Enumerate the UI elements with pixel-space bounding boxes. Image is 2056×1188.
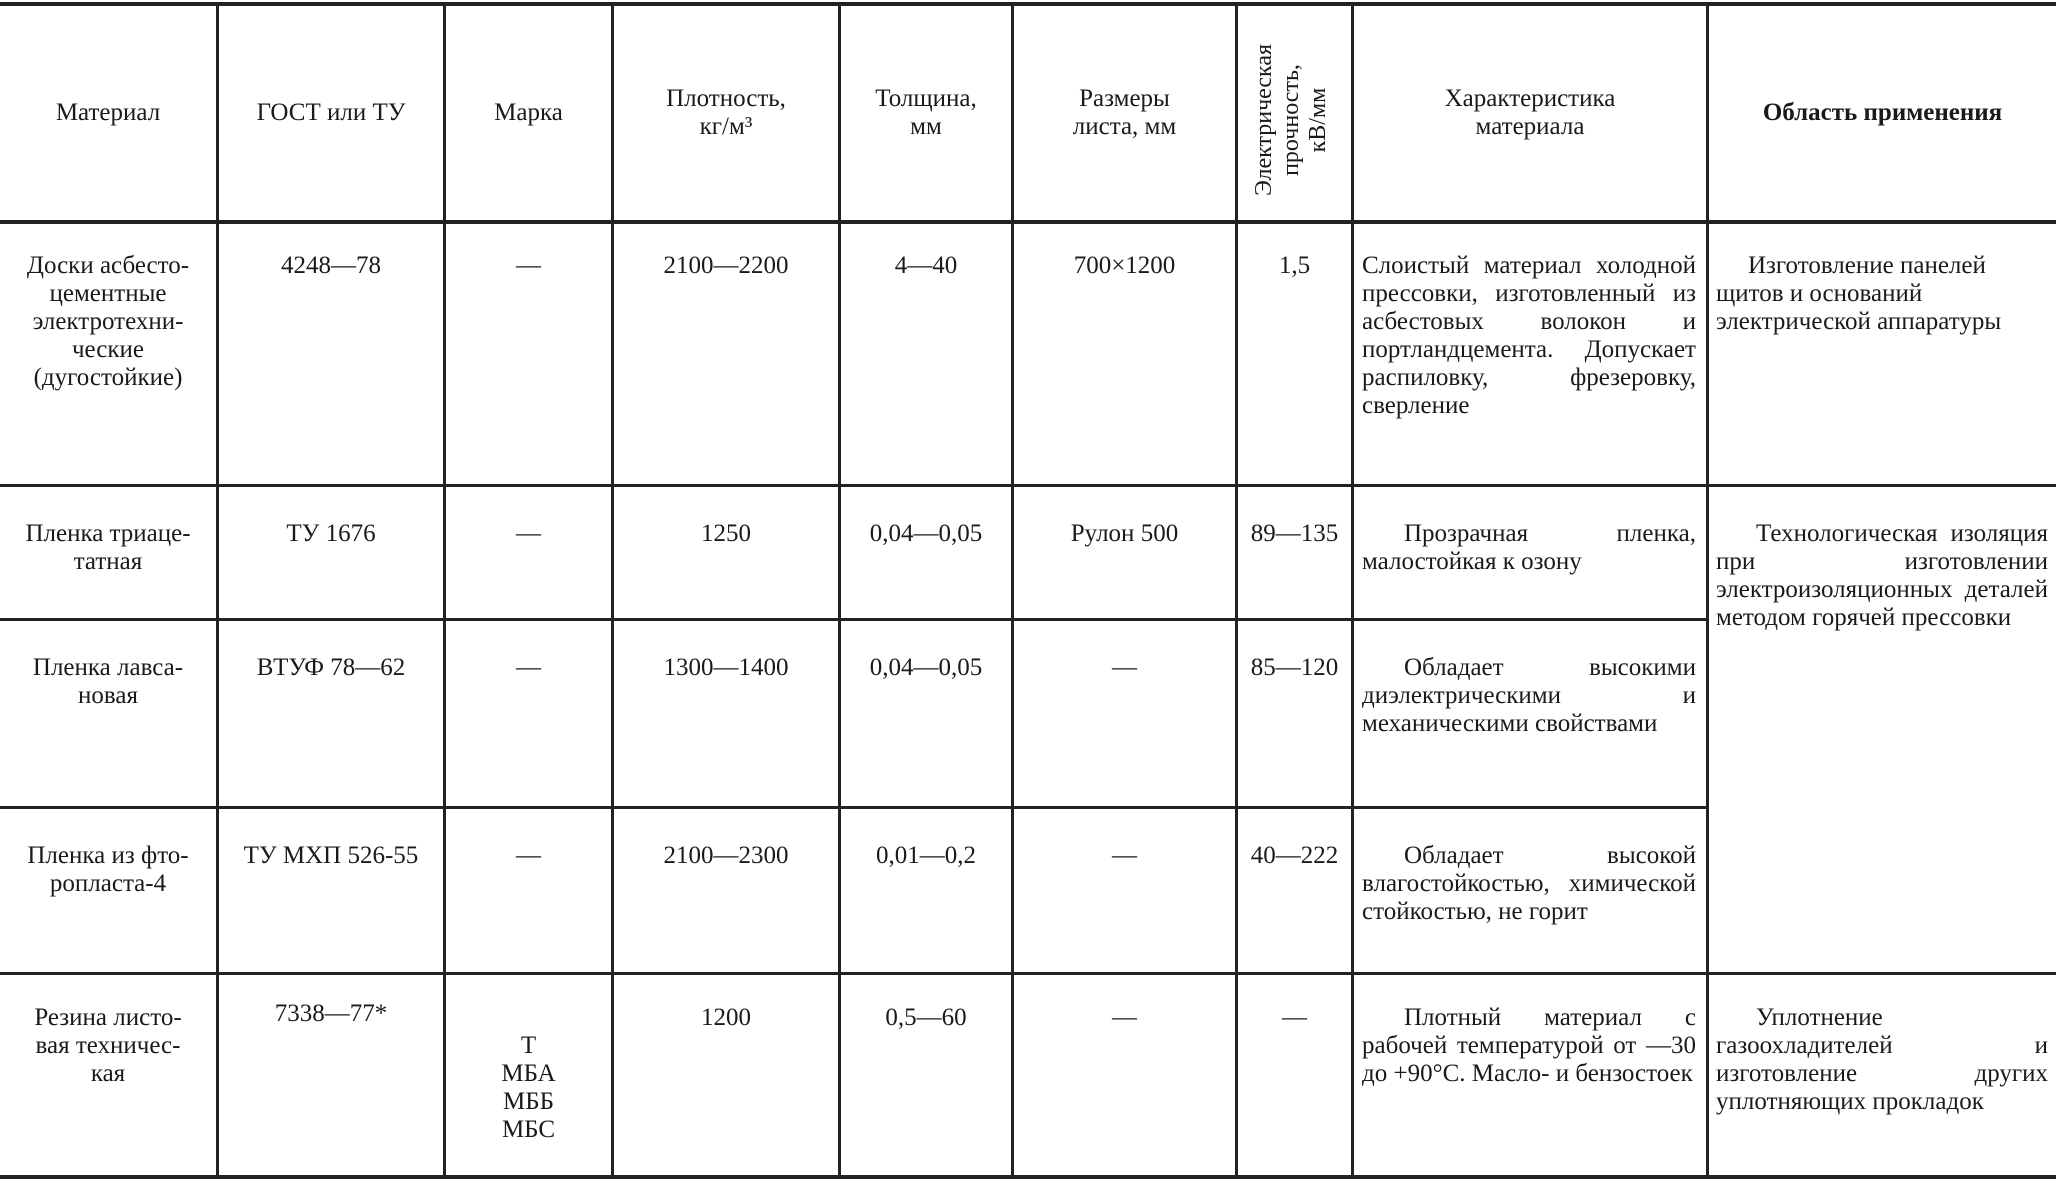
rule-header-bottom <box>0 220 2056 224</box>
row-4-material: Пленка из фто- ропласта-4 <box>27 842 189 897</box>
header-density: Плотность, кг/м³ <box>666 85 786 140</box>
row-5-strength: — <box>1282 1004 1307 1031</box>
row-5-density: 1200 <box>701 1004 751 1031</box>
row-2-standard: ТУ 1676 <box>286 520 376 547</box>
row-1-thickness: 4—40 <box>894 252 958 279</box>
row-1-standard: 4248—78 <box>281 252 381 279</box>
row-1-density: 2100—2200 <box>663 252 789 279</box>
header-grade: Марка <box>494 99 563 126</box>
rule-row-3 <box>0 806 1706 809</box>
row-1-strength: 1,5 <box>1278 252 1311 279</box>
row-5-application: Уплотнение газоохладителей и изготовление других уплотняющих прокладок <box>1716 1004 2048 1115</box>
row-4-grade: — <box>516 842 541 869</box>
row-4-standard: ТУ МХП 526-55 <box>243 842 419 869</box>
header-thickness: Толщина, мм <box>875 85 977 140</box>
row-2-sheet-size: Рулон 500 <box>1070 520 1179 547</box>
row-3-strength: 85—120 <box>1250 654 1339 681</box>
row-3-standard: ВТУФ 78—62 <box>256 654 406 681</box>
rule-bottom <box>0 1175 2056 1179</box>
header-standard: ГОСТ или ТУ <box>256 99 406 126</box>
rule-row-2 <box>0 618 1706 621</box>
row-4-thickness: 0,01—0,2 <box>876 842 976 869</box>
row-5-sheet-size: — <box>1112 1004 1137 1031</box>
row-4-density: 2100—2300 <box>663 842 789 869</box>
rule-row-4 <box>0 972 2056 975</box>
row-3-material: Пленка лавса- новая <box>32 654 184 709</box>
row-3-grade: — <box>516 654 541 681</box>
row-3-thickness: 0,04—0,05 <box>869 654 983 681</box>
row-2-application: Технологическая изоляция при изготовлении электроизоляционных деталей методом горячей прессовки <box>1716 520 2048 631</box>
row-5-thickness: 0,5—60 <box>885 1004 967 1031</box>
row-5-standard: 7338—77* <box>274 1000 388 1027</box>
row-5-grade: Т МБА МББ МБС <box>501 1032 556 1143</box>
row-1-material: Доски асбесто- цементные электротехни- ческие (дугостойкие) <box>26 252 190 391</box>
row-2-strength: 89—135 <box>1250 520 1339 547</box>
row-3-sheet-size: — <box>1112 654 1137 681</box>
row-1-application: Изготовление панелей щитов и оснований электрической аппаратуры <box>1716 252 2002 335</box>
row-5-characteristics: Плотный материал с рабочей температурой от —30 до +90°С. Масло- и бензостоек <box>1362 1004 1696 1087</box>
row-1-characteristics: Слоистый материал холодной прессовки, изготовленный из асбестовых волокон и портландцемента. Допускает распиловку, фрезеровку, сверление <box>1362 252 1696 419</box>
header-characteristics: Характеристика материала <box>1444 85 1616 140</box>
row-3-density: 1300—1400 <box>663 654 789 681</box>
row-2-thickness: 0,04—0,05 <box>869 520 983 547</box>
col-divider-6 <box>1235 2 1238 1178</box>
row-4-strength: 40—222 <box>1250 842 1339 869</box>
row-3-characteristics: Обладает высокими диэлектрическими и механическими свойствами <box>1362 654 1696 737</box>
row-1-sheet-size: 700×1200 <box>1073 252 1176 279</box>
row-4-sheet-size: — <box>1112 842 1137 869</box>
row-4-characteristics: Обладает высокой влагостойкостью, химической стойкостью, не горит <box>1362 842 1696 925</box>
header-application: Область применения <box>1762 99 2003 126</box>
row-2-material: Пленка триаце- татная <box>25 520 191 575</box>
rule-row-1 <box>0 484 2056 487</box>
header-strength: Электрическая прочность, кВ/мм <box>1251 43 1331 197</box>
row-2-grade: — <box>516 520 541 547</box>
row-5-material: Резина листо- вая техничес- кая <box>34 1004 182 1087</box>
header-material: Материал <box>55 99 161 126</box>
row-1-grade: — <box>516 252 541 279</box>
row-2-density: 1250 <box>701 520 751 547</box>
row-2-characteristics: Прозрачная пленка, малостойкая к озону <box>1362 520 1696 575</box>
header-sheet-size: Размеры листа, мм <box>1072 85 1177 140</box>
